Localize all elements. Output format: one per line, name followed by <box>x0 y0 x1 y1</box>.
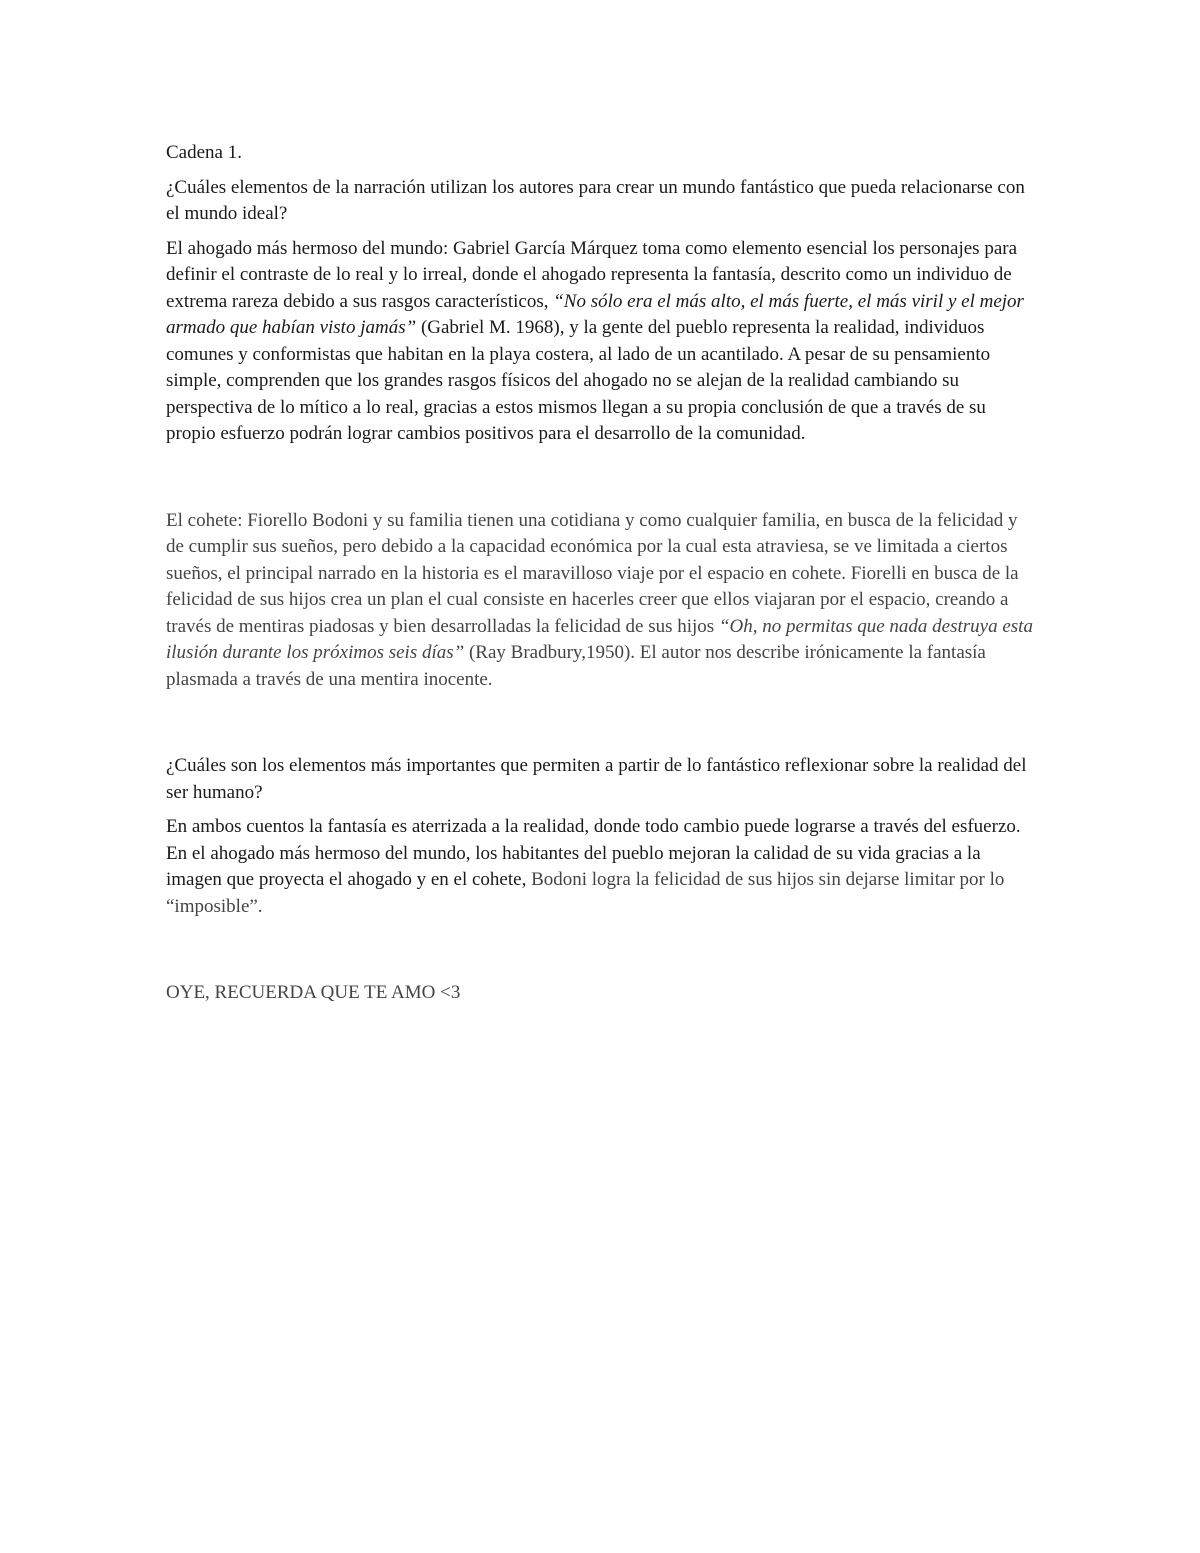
paragraph-conclusion-intro: En ambos cuentos la fantasía es aterrizada a la realidad, donde todo cambio puede lograrse a través del esfuerzo. En el ahogado más hermoso del mundo, los habitantes del pueblo mejoran la calidad de su vida gracias a la imagen que proyecta el ahogado y en el cohete, <box>166 816 1021 890</box>
question-1: ¿Cuáles elementos de la narración utilizan los autores para crear un mundo fantástico que pueda relacionarse con el mundo ideal? <box>166 176 1025 224</box>
paragraph-ahogado-intro: El ahogado más hermoso del mundo: Gabriel García Márquez toma como elemento esencial los personajes para definir el contraste de lo real y lo irreal, donde el ahogado representa la fantasía, descrito como un individuo de extrema rareza debido a sus rasgos característicos, <box>166 237 1018 312</box>
question-2: ¿Cuáles son los elementos más importantes que permiten a partir de lo fantástico reflexionar sobre la realidad del ser humano? <box>166 755 1027 803</box>
document-heading: Cadena 1. <box>166 142 242 163</box>
spacer <box>166 701 1036 753</box>
document-body <box>166 140 1036 1007</box>
spacer <box>166 456 1036 508</box>
paragraph-cohete-rest: (Ray Bradbury,1950). El autor nos describe irónicamente la fantasía plasmada a través de una mentira inocente. <box>166 642 986 690</box>
paragraph-conclusion <box>166 814 1036 920</box>
paragraph-conclusion-rest: Bodoni logra la felicidad de sus hijos sin dejarse limitar por lo “imposible”. <box>166 869 1005 917</box>
paragraph-ahogado-rest: (Gabriel M. 1968), y la gente del pueblo representa la realidad, individuos comunes y conformistas que habitan en la playa costera, al lado de un acantilado. A pesar de su pensamiento simple, comprenden que los grandes rasgos físicos del ahogado no se alejan de la realidad cambiando su perspectiva de lo mítico a lo real, gracias a estos mismos llegan a su propia conclusión de que a través de su propio esfuerzo podrán lograr cambios positivos para el desarrollo de la comunidad. <box>166 317 991 444</box>
quote-bradbury: “Oh, no permitas que nada destruya esta ilusión durante los próximos seis días” <box>166 615 1033 663</box>
paragraph-cohete <box>166 508 1036 694</box>
closing-line: OYE, RECUERDA QUE TE AMO <3 <box>166 982 461 1003</box>
quote-garcia-marquez: “No sólo era el más alto, el más fuerte, el más viril y el mejor armado que habían visto jamás” <box>166 290 1024 338</box>
paragraph-cohete-intro: El cohete: Fiorello Bodoni y su familia tienen una cotidiana y como cualquier familia, en busca de la felicidad y de cumplir sus sueños, pero debido a la capacidad económica por la cual esta atraviesa, se ve limitada a ciertos sueños, el principal narrado en la historia es el maravilloso viaje por el espacio en cohete. Fiorelli en busca de la felicidad de sus hijos crea un plan el cual consiste en hacerles creer que ellos viajaran por el espacio, creando a través de mentiras piadosas y bien desarrolladas la felicidad de sus hijos <box>166 509 1019 637</box>
spacer <box>166 928 1036 980</box>
paragraph-ahogado <box>166 236 1036 448</box>
